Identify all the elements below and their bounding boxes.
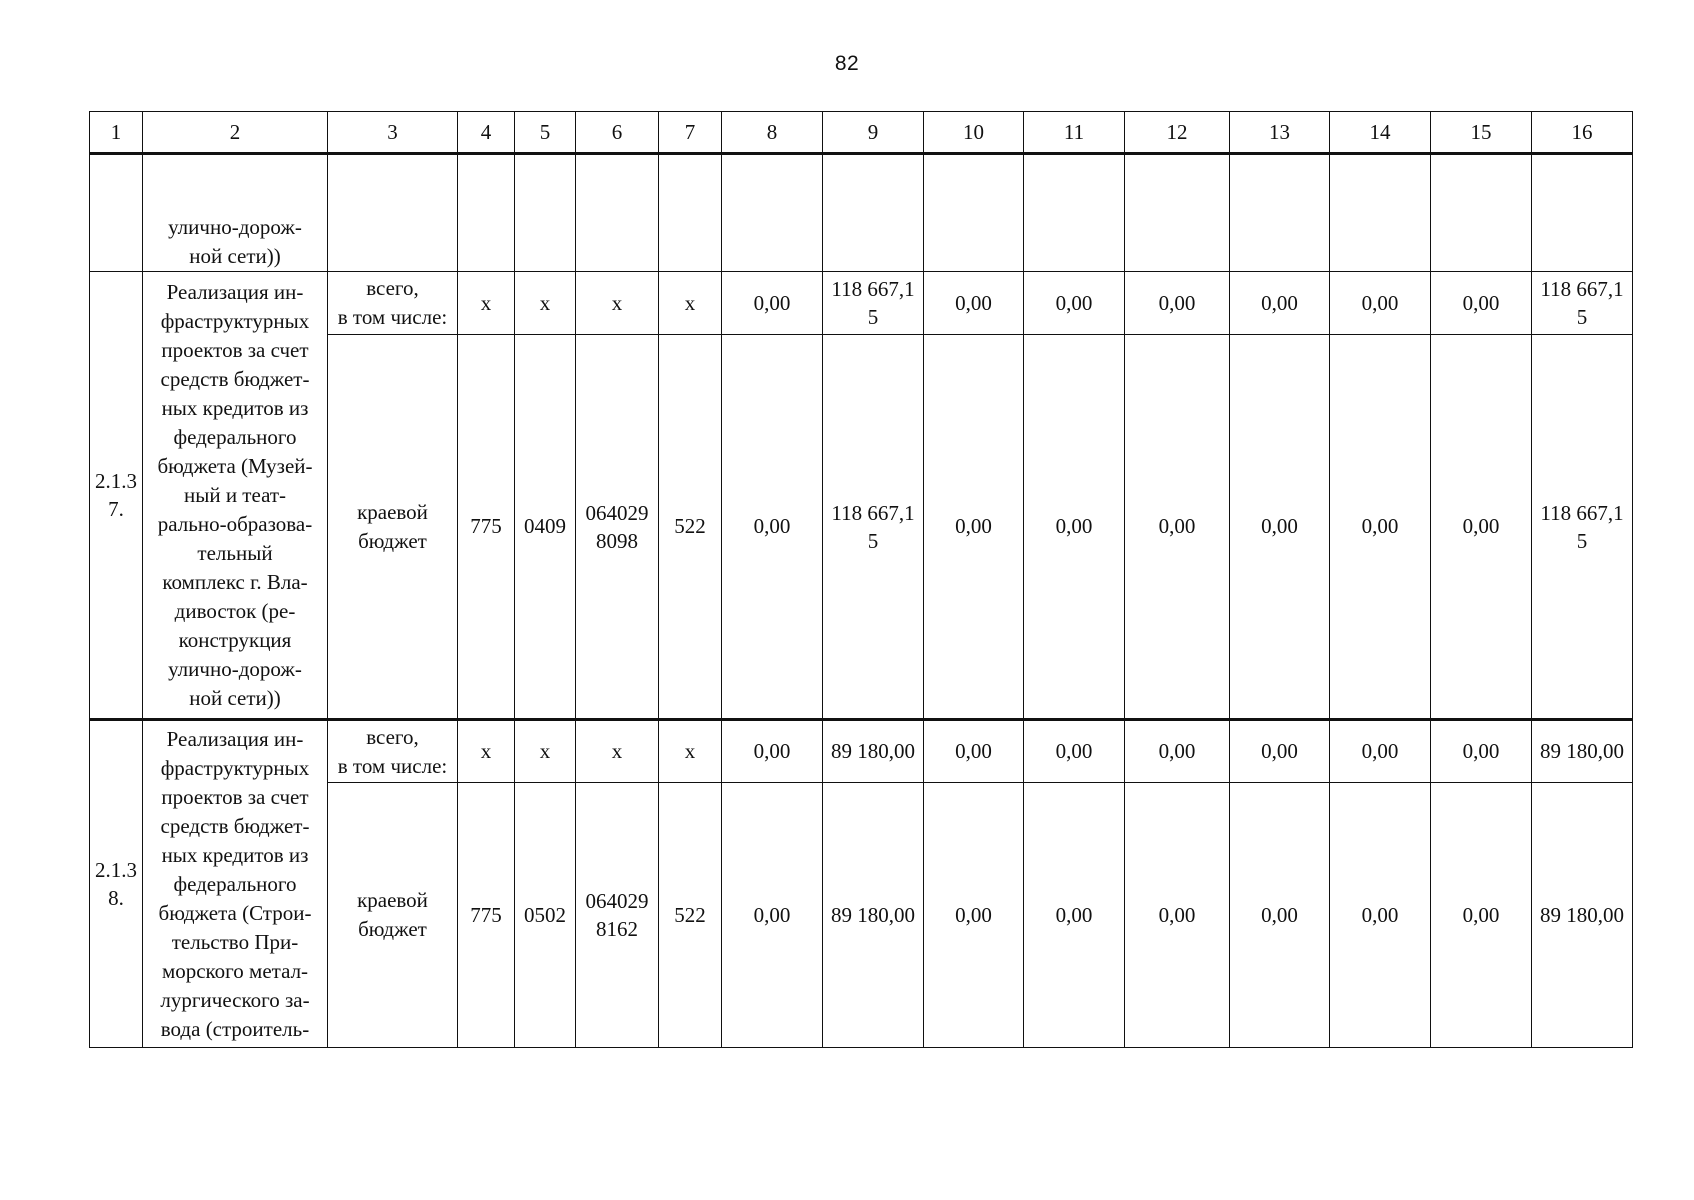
value-cell: х (576, 720, 659, 783)
empty-cell (1024, 154, 1125, 272)
value-cell: х (515, 272, 576, 335)
value-cell: 0,00 (1431, 783, 1532, 1048)
continuation-row (90, 154, 1633, 272)
value-cell: 0409 (515, 335, 576, 720)
value-cell: х (458, 720, 515, 783)
value-cell: 0,00 (1230, 783, 1330, 1048)
page-number: 82 (834, 52, 860, 75)
header-cell: 6 (576, 112, 659, 154)
item-number-cell (90, 154, 143, 272)
header-cell: 8 (722, 112, 823, 154)
value-cell: 89 180,00 (1532, 783, 1633, 1048)
value-cell: 0,00 (1024, 335, 1125, 720)
value-cell: х (458, 272, 515, 335)
empty-cell (515, 154, 576, 272)
value-cell: 0,00 (1230, 272, 1330, 335)
value-cell: 0,00 (1431, 335, 1532, 720)
value-cell: 064029 8098 (576, 335, 659, 720)
value-cell: 0,00 (1431, 272, 1532, 335)
value-cell: 0,00 (1125, 272, 1230, 335)
value-cell: 118 667,1 5 (1532, 335, 1633, 720)
value-cell: 0,00 (924, 783, 1024, 1048)
item-name-cell: Реализация ин- фраструктурных проектов за счет средств бюджет- ных кредитов из федерального бюджета (Строи- тельство При- морского метал- лургического за- вода (строитель- (143, 720, 328, 1048)
funding-source-cell: краевой бюджет (328, 335, 458, 720)
value-cell: 522 (659, 335, 722, 720)
header-cell: 3 (328, 112, 458, 154)
value-cell: 0,00 (1330, 783, 1431, 1048)
header-cell: 16 (1532, 112, 1633, 154)
value-cell: 775 (458, 335, 515, 720)
value-cell: 0,00 (722, 783, 823, 1048)
value-cell: 0,00 (722, 272, 823, 335)
funding-source-cell: краевой бюджет (328, 783, 458, 1048)
value-cell: 0,00 (1125, 720, 1230, 783)
value-cell: 89 180,00 (823, 783, 924, 1048)
value-cell: 0,00 (1330, 720, 1431, 783)
value-cell: 118 667,1 5 (823, 272, 924, 335)
value-cell: 0,00 (924, 272, 1024, 335)
header-cell: 10 (924, 112, 1024, 154)
value-cell: 775 (458, 783, 515, 1048)
funding-source-cell: всего, в том числе: (328, 720, 458, 783)
item-2-1-38-total-row (90, 720, 1633, 783)
header-cell: 12 (1125, 112, 1230, 154)
value-cell: х (515, 720, 576, 783)
value-cell: 0,00 (722, 720, 823, 783)
value-cell: 118 667,1 5 (823, 335, 924, 720)
value-cell: 0,00 (1230, 720, 1330, 783)
empty-cell (1125, 154, 1230, 272)
empty-cell (1330, 154, 1431, 272)
value-cell: 0,00 (722, 335, 823, 720)
value-cell: 0,00 (1024, 720, 1125, 783)
header-cell: 5 (515, 112, 576, 154)
header-cell: 15 (1431, 112, 1532, 154)
empty-cell (722, 154, 823, 272)
budget-table (89, 111, 1633, 1048)
empty-cell (823, 154, 924, 272)
funding-source-cell: всего, в том числе: (328, 272, 458, 335)
empty-cell (1431, 154, 1532, 272)
value-cell: 0,00 (1125, 783, 1230, 1048)
value-cell: 118 667,1 5 (1532, 272, 1633, 335)
header-cell: 13 (1230, 112, 1330, 154)
value-cell: 0,00 (1024, 272, 1125, 335)
header-cell: 9 (823, 112, 924, 154)
value-cell: 0,00 (924, 720, 1024, 783)
value-cell: 0,00 (1330, 272, 1431, 335)
empty-cell (328, 154, 458, 272)
value-cell: 89 180,00 (823, 720, 924, 783)
value-cell: 522 (659, 783, 722, 1048)
empty-cell (458, 154, 515, 272)
value-cell: 0,00 (924, 335, 1024, 720)
value-cell: 0,00 (1431, 720, 1532, 783)
header-cell: 2 (143, 112, 328, 154)
value-cell: 0,00 (1125, 335, 1230, 720)
value-cell: х (576, 272, 659, 335)
value-cell: х (659, 720, 722, 783)
header-row (90, 112, 1633, 154)
header-cell: 14 (1330, 112, 1431, 154)
value-cell: 064029 8162 (576, 783, 659, 1048)
header-cell: 4 (458, 112, 515, 154)
value-cell: 0,00 (1330, 335, 1431, 720)
header-cell: 7 (659, 112, 722, 154)
empty-cell (924, 154, 1024, 272)
value-cell: 89 180,00 (1532, 720, 1633, 783)
item-number-cell: 2.1.3 7. (90, 272, 143, 720)
value-cell: 0,00 (1230, 335, 1330, 720)
value-cell: 0502 (515, 783, 576, 1048)
item-2-1-37-total-row (90, 272, 1633, 335)
item-number-cell: 2.1.3 8. (90, 720, 143, 1048)
value-cell: 0,00 (1024, 783, 1125, 1048)
empty-cell (576, 154, 659, 272)
empty-cell (1532, 154, 1633, 272)
item-name-cell: улично-дорож- ной сети)) (143, 154, 328, 272)
empty-cell (659, 154, 722, 272)
header-cell: 1 (90, 112, 143, 154)
item-name-cell: Реализация ин- фраструктурных проектов за счет средств бюджет- ных кредитов из федерального бюджета (Музей- ный и теат- рально-образова- тельный комплекс г. Вла- дивосток (ре- конструкция улично-дорож- ной сети)) (143, 272, 328, 720)
header-cell: 11 (1024, 112, 1125, 154)
empty-cell (1230, 154, 1330, 272)
value-cell: х (659, 272, 722, 335)
